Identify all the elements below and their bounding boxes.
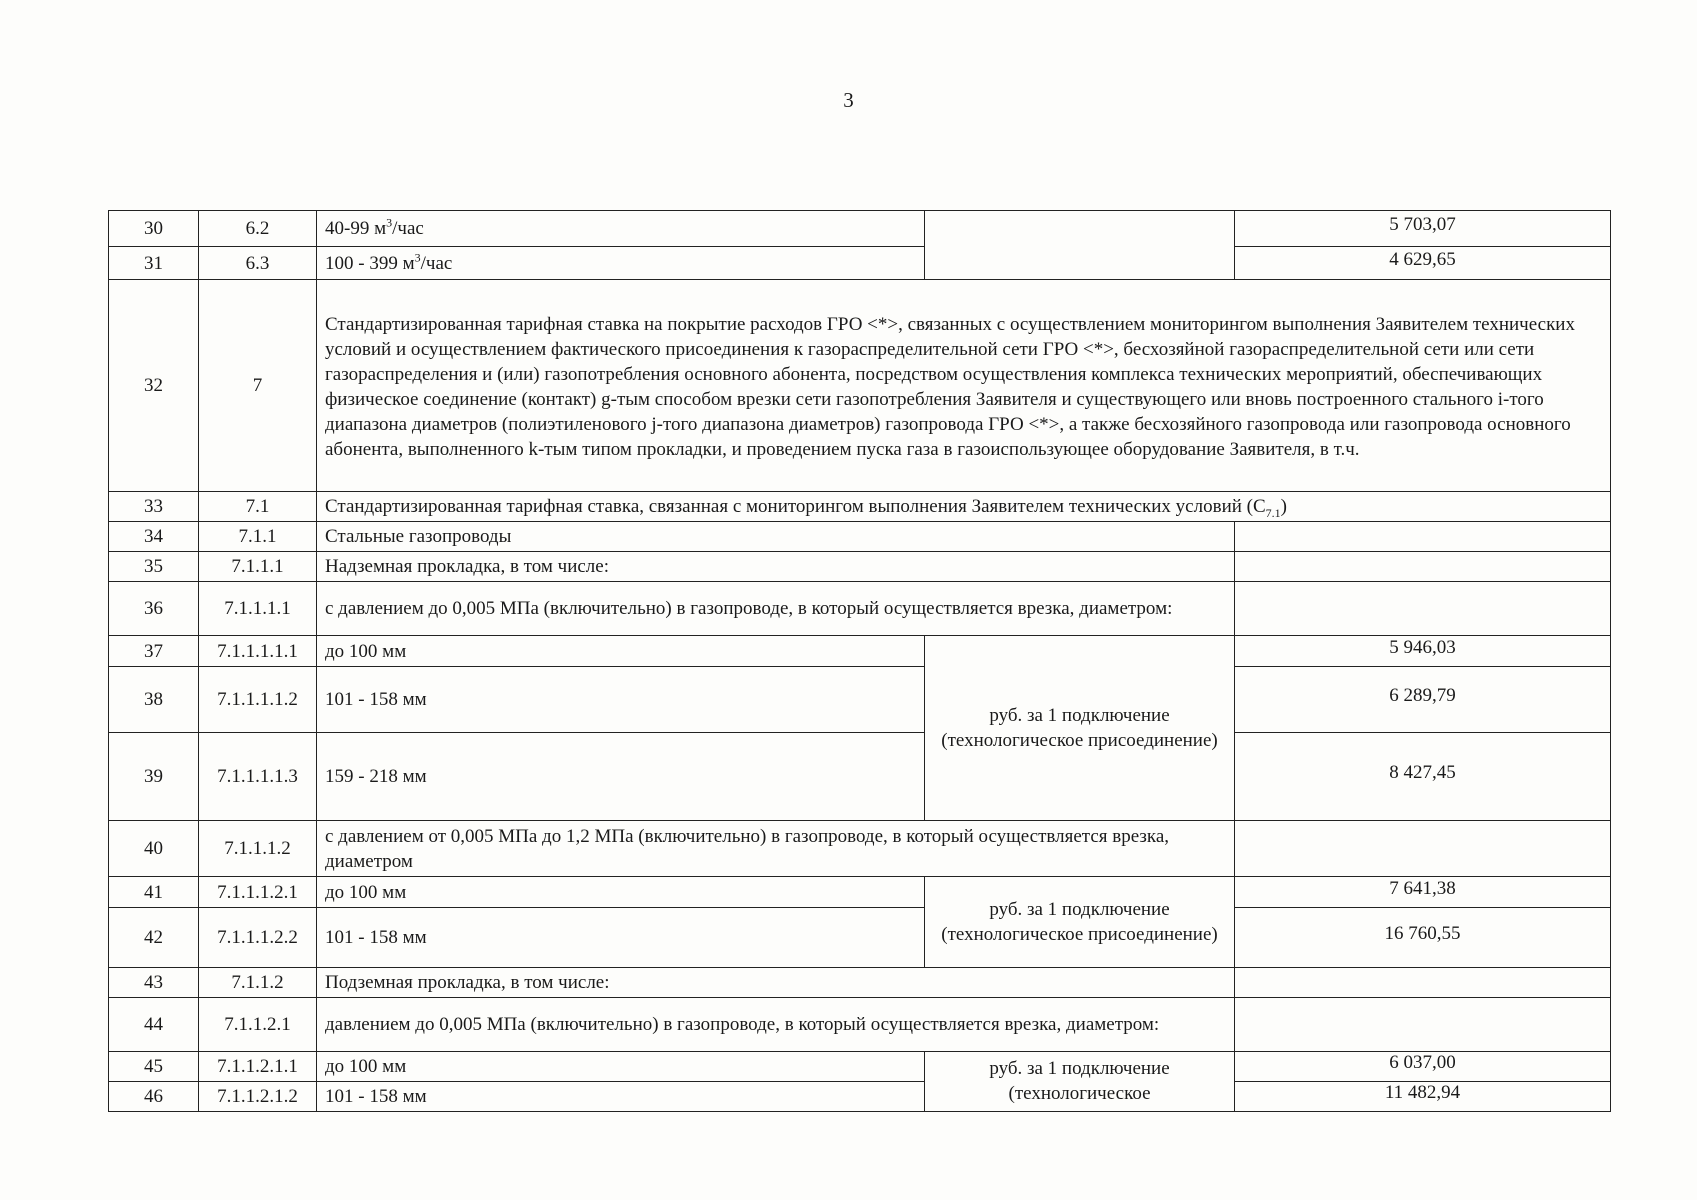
table-row: [109, 877, 1611, 908]
row-code: 7.1.1.2.1.1: [199, 1052, 317, 1082]
row-code: 7: [199, 280, 317, 492]
row-description: 101 - 158 мм: [317, 908, 925, 968]
row-description: 101 - 158 мм: [317, 1082, 925, 1112]
row-code: 7.1.1.2.1.2: [199, 1082, 317, 1112]
row-code: 7.1.1.1.2.2: [199, 908, 317, 968]
row-code: 7.1: [199, 492, 317, 522]
table-row: [109, 247, 1611, 280]
price-cell: 16 760,55: [1235, 908, 1611, 968]
row-code: 7.1.1: [199, 522, 317, 552]
price-cell: 5 946,03: [1235, 636, 1611, 667]
row-number: 36: [109, 582, 199, 636]
row-description: с давлением от 0,005 МПа до 1,2 МПа (включительно) в газопроводе, в который осуществляется врезка, диаметром: [317, 821, 1235, 877]
unit-cell: руб. за 1 подключение (технологическое присоединение): [925, 877, 1235, 968]
price-cell-empty: [1235, 998, 1611, 1052]
row-description: 159 - 218 мм: [317, 733, 925, 821]
row-code: 6.2: [199, 211, 317, 247]
row-code: 7.1.1.1.1: [199, 582, 317, 636]
row-number: 31: [109, 247, 199, 280]
superscript: 3: [414, 250, 421, 265]
row-description: Стальные газопроводы: [317, 522, 1235, 552]
row-number: 33: [109, 492, 199, 522]
table-row: [109, 968, 1611, 998]
table-row: [109, 636, 1611, 667]
row-code: 7.1.1.1.1.2: [199, 667, 317, 733]
table-row: [109, 211, 1611, 247]
row-code: 7.1.1.2: [199, 968, 317, 998]
row-code: 7.1.1.1.2: [199, 821, 317, 877]
row-code: 7.1.1.1.1.1: [199, 636, 317, 667]
table-row: [109, 821, 1611, 877]
row-number: 40: [109, 821, 199, 877]
row-number: 30: [109, 211, 199, 247]
table-row: [109, 667, 1611, 733]
table-row: [109, 492, 1611, 522]
price-cell: 11 482,94: [1235, 1082, 1611, 1112]
price-cell: 8 427,45: [1235, 733, 1611, 821]
unit-cell: руб. за 1 подключение (технологическое присоединение): [925, 636, 1235, 821]
unit-cell-empty: [925, 211, 1235, 280]
row-description: Стандартизированная тарифная ставка, связанная с мониторингом выполнения Заявителем технических условий $(С_{7.1})$: [317, 492, 1611, 522]
row-code: 6.3: [199, 247, 317, 280]
superscript: 3: [386, 215, 393, 230]
price-cell-empty: [1235, 582, 1611, 636]
row-number: 44: [109, 998, 199, 1052]
table-row: [109, 998, 1611, 1052]
row-code: 7.1.1.2.1: [199, 998, 317, 1052]
row-number: 42: [109, 908, 199, 968]
row-description: давлением до 0,005 МПа (включительно) в газопроводе, в который осуществляется врезка, диаметром:: [317, 998, 1235, 1052]
row-number: 43: [109, 968, 199, 998]
unit-cell: руб. за 1 подключение (технологическое: [925, 1052, 1235, 1112]
row-number: 45: [109, 1052, 199, 1082]
row-code: 7.1.1.1.2.1: [199, 877, 317, 908]
row-number: 37: [109, 636, 199, 667]
row-description: 40-99 $м^3$/час: [317, 211, 925, 247]
price-cell-empty: [1235, 522, 1611, 552]
table-row: [109, 1082, 1611, 1112]
price-cell: 4 629,65: [1235, 247, 1611, 280]
row-description: Подземная прокладка, в том числе:: [317, 968, 1235, 998]
row-description: до 100 мм: [317, 1052, 925, 1082]
row-number: 35: [109, 552, 199, 582]
price-cell: 5 703,07: [1235, 211, 1611, 247]
row-code: 7.1.1.1: [199, 552, 317, 582]
subscript: 7.1: [1265, 505, 1281, 520]
row-number: 46: [109, 1082, 199, 1112]
price-cell: 7 641,38: [1235, 877, 1611, 908]
table-row: [109, 522, 1611, 552]
price-cell: 6 289,79: [1235, 667, 1611, 733]
price-cell-empty: [1235, 821, 1611, 877]
row-description: до 100 мм: [317, 877, 925, 908]
table-row: [109, 733, 1611, 821]
row-description: Надземная прокладка, в том числе:: [317, 552, 1235, 582]
row-description: Стандартизированная тарифная ставка на покрытие расходов ГРО <*>, связанных с осуществлением мониторингом выполнения Заявителем технических условий и осуществлением фактического присоединения к газораспределительной сети ГРО <*>, бесхозяйной газораспределительной сети или сети газораспределения и (или) газопотребления основного абонента, посредством осуществления комплекса технических мероприятий, обеспечивающих физическое соединение (контакт) g-тым способом врезки сети газопотребления Заявителя и существующего или вновь построенного стального i-того диапазона диаметров (полиэтиленового j-того диапазона диаметров) газопровода ГРО <*>, а также бесхозяйного газопровода или газопровода основного абонента, выполненного k-тым типом прокладки, и проведением пуска газа в газоиспользующее оборудование Заявителя, в т.ч.: [317, 280, 1611, 492]
table-row: [109, 582, 1611, 636]
row-number: 38: [109, 667, 199, 733]
price-cell-empty: [1235, 968, 1611, 998]
row-code: 7.1.1.1.1.3: [199, 733, 317, 821]
price-cell: 6 037,00: [1235, 1052, 1611, 1082]
row-number: 39: [109, 733, 199, 821]
price-cell-empty: [1235, 552, 1611, 582]
table-row: [109, 1052, 1611, 1082]
row-description: с давлением до 0,005 МПа (включительно) в газопроводе, в который осуществляется врезка, диаметром:: [317, 582, 1235, 636]
page-number: 3: [843, 88, 854, 112]
table-row: [109, 280, 1611, 492]
row-description: до 100 мм: [317, 636, 925, 667]
row-description: 101 - 158 мм: [317, 667, 925, 733]
tariff-table: [108, 210, 1611, 1112]
row-description: 100 - 399 $м^3$/час: [317, 247, 925, 280]
table-row: [109, 552, 1611, 582]
row-number: 34: [109, 522, 199, 552]
table-row: [109, 908, 1611, 968]
row-number: 32: [109, 280, 199, 492]
row-number: 41: [109, 877, 199, 908]
